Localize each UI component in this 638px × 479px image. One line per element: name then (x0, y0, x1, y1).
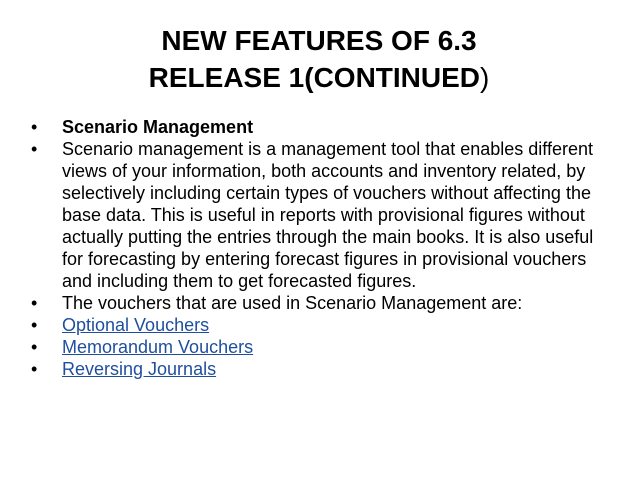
memorandum-vouchers-link[interactable]: Memorandum Vouchers (62, 337, 254, 357)
optional-vouchers-link[interactable]: Optional Vouchers (62, 315, 210, 335)
bullet-dot: • (31, 139, 38, 159)
bullet-dot: • (31, 359, 38, 379)
list-item (31, 116, 611, 138)
bullet-text-vouchers-intro: The vouchers that are used in Scenario Management are: (62, 293, 523, 313)
title-line-2-paren: ) (480, 62, 490, 93)
bullet-text-scenario-management: Scenario Management (62, 117, 254, 137)
list-item (31, 138, 611, 292)
title-line-2 (60, 59, 578, 96)
list-item (31, 336, 611, 358)
title-line-1: NEW FEATURES OF 6.3 (161, 25, 477, 56)
list-item (31, 358, 611, 380)
bullet-dot: • (31, 337, 38, 357)
bullet-list (31, 116, 611, 380)
list-item (31, 292, 611, 314)
list-item (31, 314, 611, 336)
reversing-journals-link[interactable]: Reversing Journals (62, 359, 217, 379)
bullet-dot: • (31, 117, 38, 137)
bullet-dot: • (31, 293, 38, 313)
title-line-2-main: RELEASE 1(CONTINUED (148, 62, 481, 93)
bullet-text-description: Scenario management is a management tool that enables different views of your information, both accounts and inventory related, by selectively including certain types of vouchers without affecting the base data. This is useful in reports with provisional figures without actually putting the entries through the main books. It is also useful for forecasting by entering forecast figures in provisional vouchers and including them to get forecasted figures. (62, 139, 594, 291)
slide-title (60, 22, 578, 96)
bullet-dot: • (31, 315, 38, 335)
